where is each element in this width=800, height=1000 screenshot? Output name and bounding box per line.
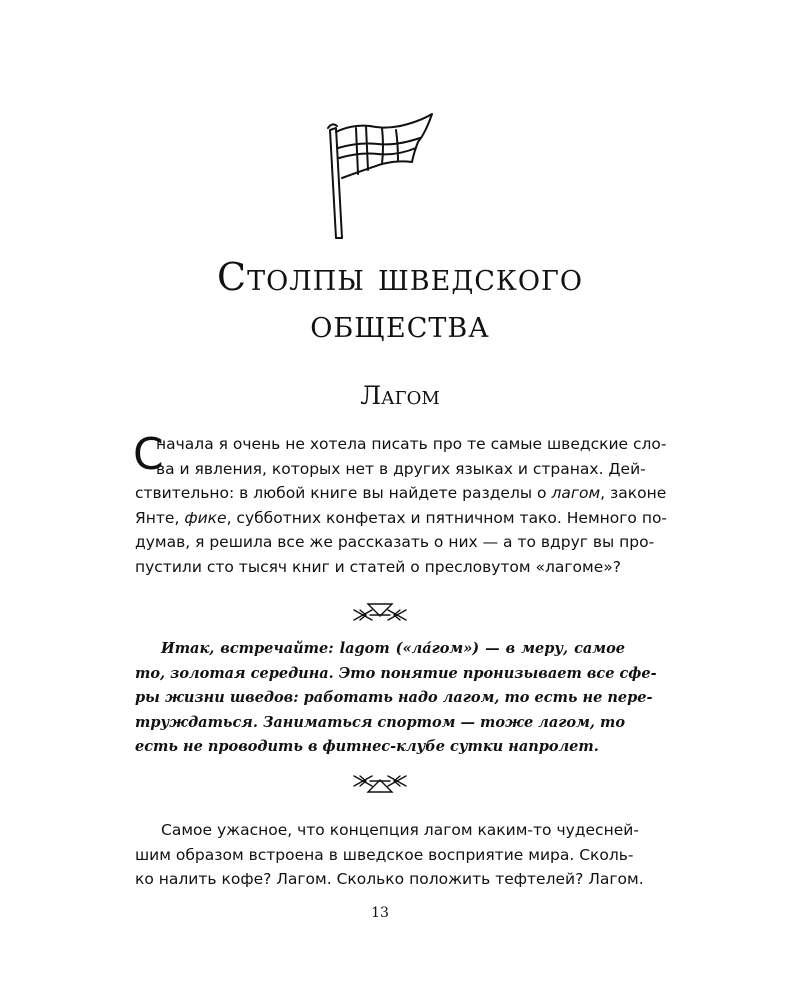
intro-line-4-text-b: , субботних конфетах и пятничном тако. Немного по- [226,508,668,527]
arrow-ornament-bottom-icon [350,768,410,796]
chapter-title-line-1: Столпы шведского [217,255,583,299]
swedish-flag-icon [322,112,442,244]
intro-line-3 [135,481,667,506]
intro-term-fika: фике [184,508,227,527]
closing-line-3: ко налить кофе? Лагом. Сколько положить тефтелей? Лагом. [135,870,644,888]
intro-line-4 [135,506,668,531]
intro-line-5: думав, я решила все же рассказать о них — а то вдруг вы про- [135,533,655,551]
closing-line-2: шим образом встроена в шведское восприятие мира. Сколь- [135,845,634,864]
intro-line-4-text-a: Янте, [135,508,185,527]
page-number: 13 [371,905,389,921]
intro-line-6: пустили сто тысяч книг и статей о пресловутом «лагоме»? [135,557,621,576]
definition-paragraph [135,637,657,760]
intro-line-3-text-b: , законе [600,484,667,502]
definition-line-3: ры жизни шведов: работать надо лагом, то есть не пере- [135,689,653,706]
intro-term-lagom: лагом [551,484,601,502]
definition-line-2: то, золотая середина. Это понятие пронизывает все сфе- [135,664,657,682]
closing-paragraph [135,818,644,892]
chapter-title-line-2: общества [310,302,490,346]
intro-line-2: ва и явления, которых нет в других языках и странах. Дей- [156,459,646,478]
intro-line-3-text-a: ствительно: в любой книге вы найдете разделы о [135,484,552,502]
definition-line-5: есть не проводить в фитнес-клубе сутки напролет. [135,738,599,755]
drop-cap: С [133,429,164,480]
definition-line-1: Итак, встречайте: lagom («ла́гом») — в меру, самое [161,640,625,657]
intro-paragraph [133,429,668,579]
arrow-ornament-icon [350,600,410,628]
intro-line-1: начала я очень не хотела писать про те самые шведские сло- [156,435,667,453]
closing-line-1: Самое ужасное, что концепция лагом каким-то чудесней- [161,821,639,839]
section-title: Лагом [360,381,440,410]
definition-line-4: труждаться. Заниматься спортом — тоже лагом, то [135,713,625,731]
